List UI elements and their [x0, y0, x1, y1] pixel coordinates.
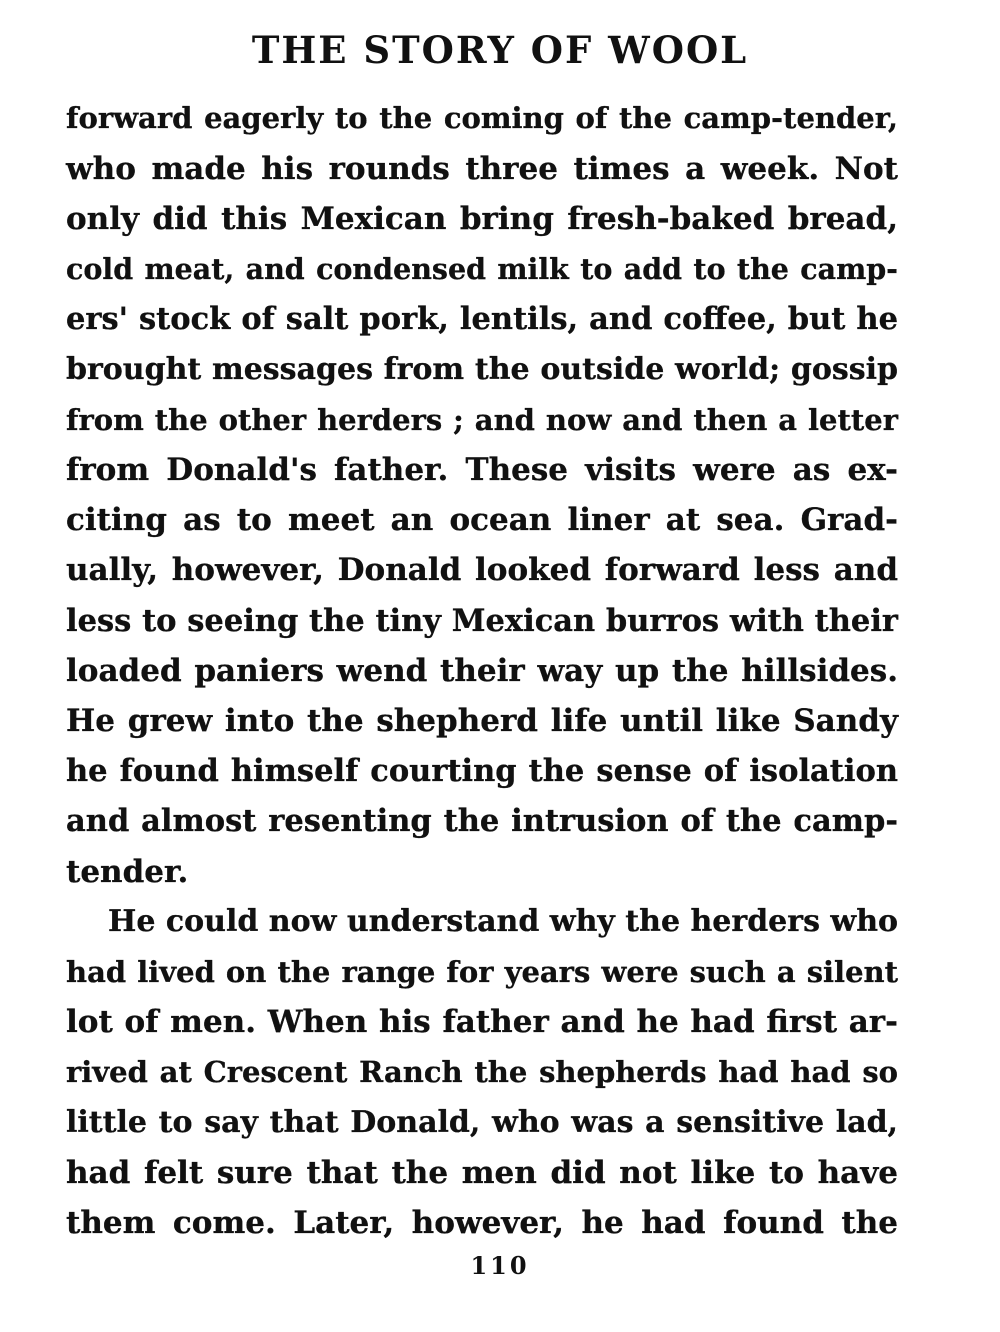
text-line: them come. Later, however, he had found the	[66, 1205, 898, 1241]
text-line: who made his rounds three times a week. Not	[66, 151, 898, 187]
text-line: had felt sure that the men did not like to have	[66, 1155, 898, 1191]
text-line: only did this Mexican bring fresh-baked bread,	[66, 201, 898, 237]
text-line: had lived on the range for years were such a silent	[66, 955, 898, 989]
text-line: he found himself courting the sense of isolation	[66, 753, 898, 789]
text-line: and almost resenting the intrusion of the camp-	[66, 803, 898, 839]
text-line: rived at Crescent Ranch the shepherds had had so	[66, 1055, 898, 1089]
text-line: ually, however, Donald looked forward less and	[66, 552, 898, 588]
text-line: from the other herders ; and now and then a letter	[66, 403, 898, 437]
text-line: forward eagerly to the coming of the camp-tender,	[66, 101, 898, 135]
text-line: ers' stock of salt pork, lentils, and coffee, but he	[66, 301, 898, 337]
text-line: cold meat, and condensed milk to add to the camp-	[66, 252, 898, 286]
text-line: less to seeing the tiny Mexican burros with their	[66, 603, 898, 639]
text-line: He could now understand why the herders who	[108, 904, 899, 939]
text-line: lot of men. When his father and he had first ar-	[66, 1004, 898, 1040]
text-line: brought messages from the outside world; gossip	[66, 352, 898, 387]
text-line: from Donald's father. These visits were as ex-	[66, 452, 898, 488]
text-line: citing as to meet an ocean liner at sea. Grad-	[66, 502, 898, 538]
text-line: little to say that Donald, who was a sensitive lad,	[66, 1105, 898, 1140]
text-line: He grew into the shepherd life until like Sandy	[66, 703, 898, 739]
text-line: tender.	[66, 854, 189, 890]
page-number: 110	[470, 1251, 530, 1280]
running-head: THE STORY OF WOOL	[251, 28, 749, 72]
text-line: loaded paniers wend their way up the hillsides.	[66, 653, 898, 689]
